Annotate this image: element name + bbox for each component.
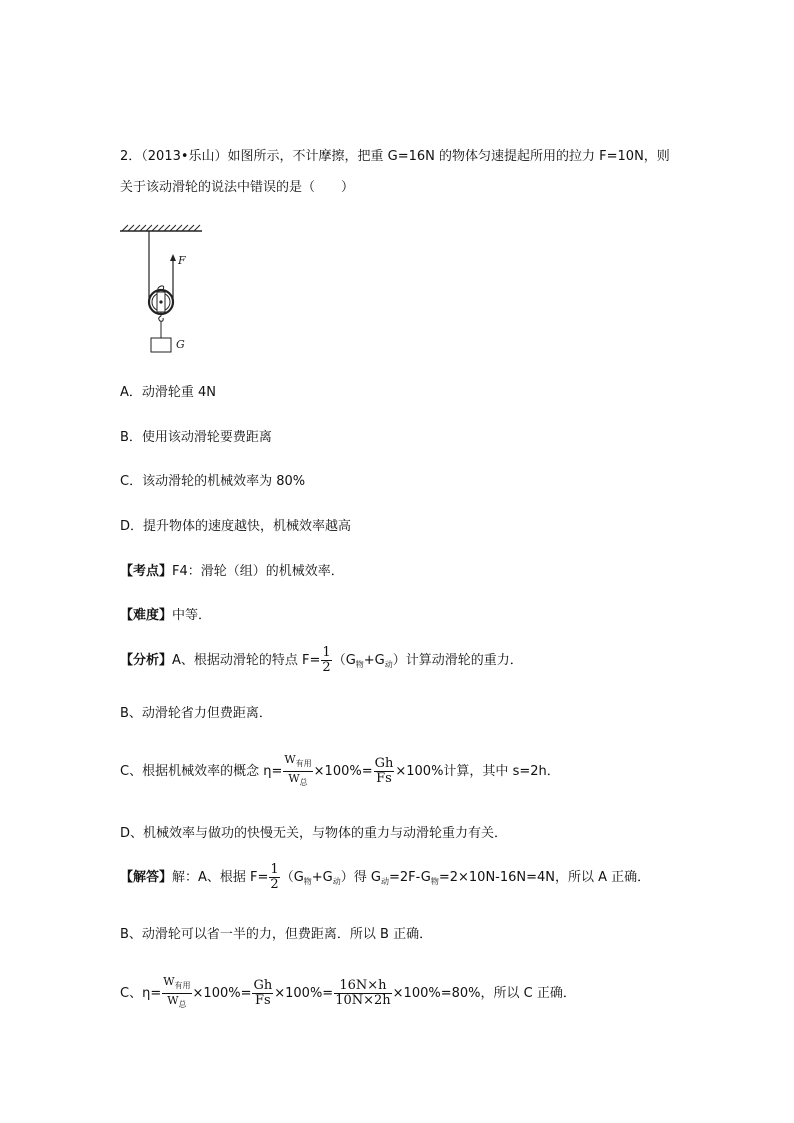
fenxi-label: 【分析】 [120, 653, 173, 668]
weight-label: G [176, 338, 185, 351]
option-c: C．该动滑轮的机械效率为 80% [120, 474, 306, 489]
jieda-line-b: B、动滑轮可以省一半的力，但费距离．所以 B 正确． [120, 927, 433, 942]
jieda-line-a: 【解答】解：A、根据 F= $\frac{1}{2}$ $(G_物+G_动)$得 $G_动=2F-G_物=2\times 10N-16N=4N$，所以 A 正确． [120, 862, 651, 892]
pulley-diagram [118, 222, 210, 356]
fraction-efficiency-2: $\frac{W_{有用}}{W_总}$ [163, 975, 191, 1009]
fraction-gh-fs-2: $\frac{Gh}{Fs}$ [253, 978, 273, 1008]
kaodian-label: 【考点】 [120, 564, 173, 579]
fraction-gh-fs: $\frac{Gh}{Fs}$ [374, 756, 394, 786]
kaodian-line [120, 563, 344, 581]
option-d: D．提升物体的速度越快，机械效率越高 [120, 519, 352, 534]
nandu-line [120, 607, 211, 625]
arrow-head [170, 254, 176, 261]
nandu-label: 【难度】 [120, 608, 173, 623]
fraction-half: $\frac{1}{2}$ [322, 645, 331, 675]
option-b: B．使用该动滑轮要费距离 [120, 430, 272, 445]
fraction-half-2: $\frac{1}{2}$ [270, 862, 279, 892]
ceiling [120, 225, 202, 231]
weight-block [151, 338, 171, 352]
force-label: F [178, 254, 186, 267]
kaodian-text: F4：滑轮（组）的机械效率． [172, 564, 344, 579]
nandu-text: 中等． [172, 608, 212, 623]
question-line-1: 2．（2013•乐山）如图所示，不计摩擦，把重 G=16N 的物体匀速提起所用的拉力 F=10N，则 [120, 149, 670, 164]
jieda-line-c: C、η= $\frac{W_{有用}}{W_总}$ ×100%= $\frac{Gh}{Fs}$ ×100%= $\frac{16N\times h}{10N\times 2h}$ ×100%=80%，所以 C 正确． [120, 975, 576, 1012]
option-a: A．动滑轮重 4N [120, 385, 217, 400]
fenxi-line-c: C、根据机械效率的概念 η= $\frac{W_{有用}}{W_总}$ ×100%= $\frac{Gh}{Fs}$ ×100%计算，其中 s=2h． [120, 753, 560, 790]
fenxi-line-a: 【分析】A、根据动滑轮的特点 F= $\frac{1}{2}$ $(G_物+G_动)$计算动滑轮的重力． [120, 645, 523, 675]
fraction-numeric: $\frac{16N\times h}{10N\times 2h}$ [335, 978, 391, 1008]
question-line-2: 关于该动滑轮的说法中错误的是（ ） [120, 180, 355, 195]
jieda-label: 【解答】 [120, 870, 173, 885]
fraction-efficiency: $\frac{W_{有用}}{W_总}$ [284, 753, 312, 787]
fenxi-line-b: B、动滑轮省力但费距离． [120, 706, 272, 721]
fenxi-line-d: D、机械效率与做功的快慢无关，与物体的重力与动滑轮重力有关． [120, 826, 508, 841]
